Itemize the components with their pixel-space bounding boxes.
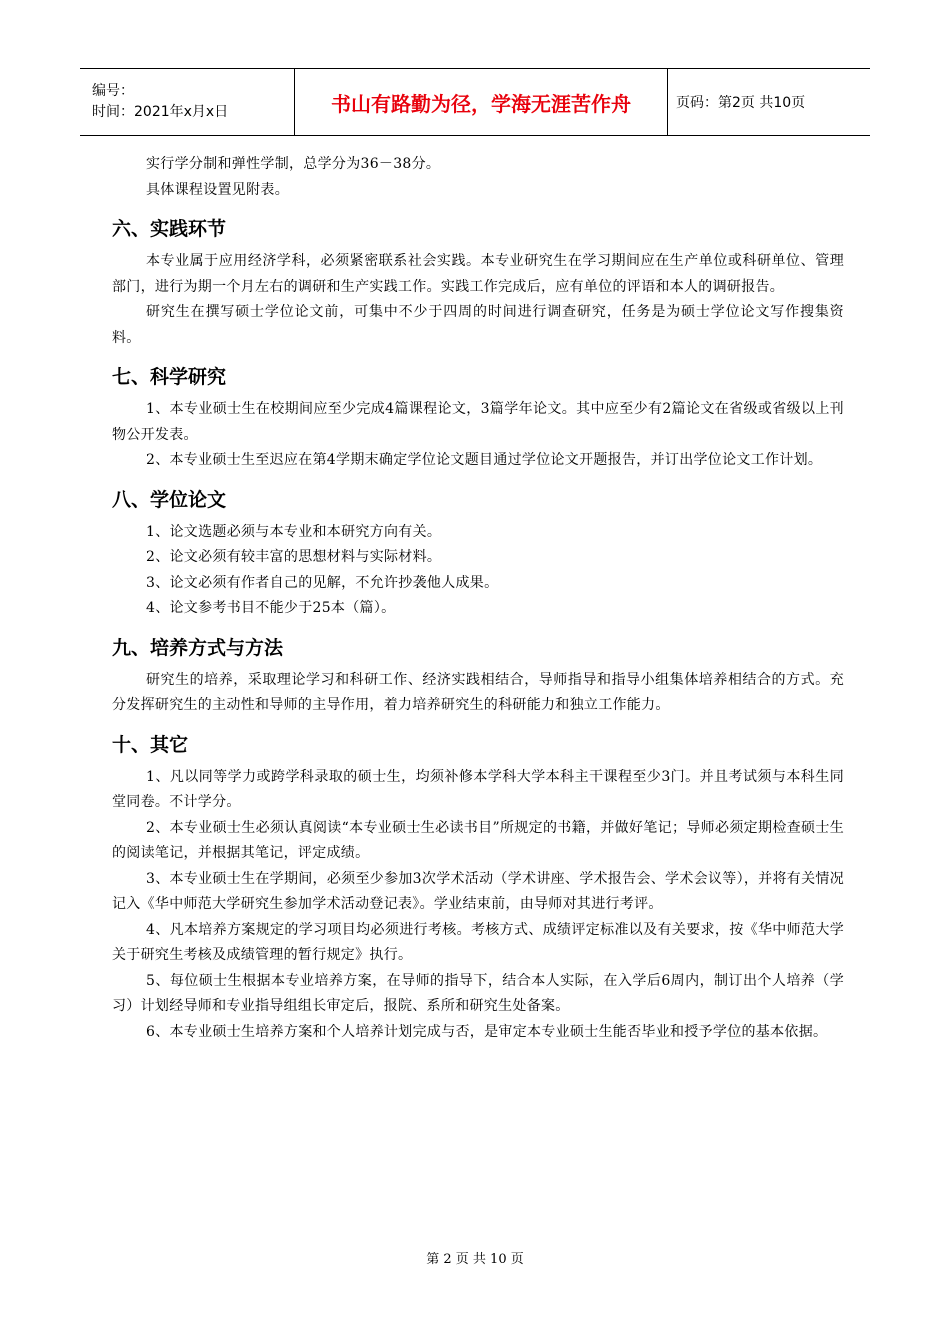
section-paragraph: 5、每位硕士生根据本专业培养方案，在导师的指导下，结合本人实际，在入学后6周内，制订出个人培养（学习）计划经导师和专业指导组组长审定后，报院、系所和研究生处备案。 [112,972,844,1014]
section-title: 七、科学研究 [112,366,227,388]
section-paragraph: 1、本专业硕士生在校期间应至少完成4篇课程论文，3篇学年论文。其中应至少有2篇论文在省级或省级以上刊物公开发表。 [112,401,844,443]
section-title: 九、培养方式与方法 [112,636,284,659]
section-paragraph: 3、论文必须有作者自己的见解，不允许抄袭他人成果。 [146,574,499,591]
section-paragraph: 研究生的培养，采取理论学习和科研工作、经济实践相结合，导师指导和指导小组集体培养相结合的方式。充分发挥研究生的主动性和导师的主导作用，着力培养研究生的科研能力和独立工作能力。 [112,671,844,713]
section-paragraph: 4、论文参考书目不能少于25本（篇）。 [146,600,396,616]
section-paragraph: 2、本专业硕士生至迟应在第4学期末确定学位论文题目通过学位论文开题报告，并订出学位论文工作计划。 [146,452,823,468]
section-paragraph: 2、论文必须有较丰富的思想材料与实际材料。 [146,549,442,565]
intro-paragraph: 具体课程设置见附表。 [146,181,289,198]
number-label: 编号： [92,83,134,99]
section-title: 十、其它 [112,733,189,756]
page-footer: 第 2 页 共 10 页 [426,1252,524,1267]
document-body [112,152,844,1045]
section-paragraph: 6、本专业硕士生培养方案和个人培养计划完成与否，是审定本专业硕士生能否毕业和授予学位的基本依据。 [146,1023,828,1040]
section-paragraph: 3、本专业硕士生在学期间，必须至少参加3次学术活动（学术讲座、学术报告会、学术会议等），并将有关情况记入《华中师范大学研究生参加学术活动登记表》。学业结束前，由导师对其进行考评。 [112,870,844,912]
section-paragraph: 研究生在撰写硕士学位论文前，可集中不少于四周的时间进行调查研究，任务是为硕士学位论文写作搜集资料。 [112,304,844,346]
intro-paragraph: 实行学分制和弹性学制，总学分为36－38分。 [146,156,441,172]
document-header [80,68,870,136]
section-paragraph: 本专业属于应用经济学科，必须紧密联系社会实践。本专业研究生在学习期间应在生产单位或科研单位、管理部门，进行为期一个月左右的调研和生产实践工作。实践工作完成后，应有单位的评语和本人的调研报告。 [112,253,844,295]
section-paragraph: 4、凡本培养方案规定的学习项目均必须进行考核。考核方式、成绩评定标准以及有关要求，按《华中师范大学关于研究生考核及成绩管理的暂行规定》执行。 [112,921,844,963]
time-label: 时间：2021年x月x日 [92,104,229,120]
section-paragraph: 2、本专业硕士生必须认真阅读“本专业硕士生必读书目”所规定的书籍，并做好笔记；导师必须定期检查硕士生的阅读笔记，并根据其笔记，评定成绩。 [112,819,844,861]
section-paragraph: 1、凡以同等学力或跨学科录取的硕士生，均须补修本学科大学本科主干课程至少3门。并且考试须与本科生同堂同卷。不计学分。 [112,768,844,810]
section-title: 六、实践环节 [112,218,227,240]
header-info-cell [80,69,295,136]
section-paragraph: 1、论文选题必须与本专业和本研究方向有关。 [146,523,442,540]
motto: 书山有路勤为径，学海无涯苦作舟 [295,69,668,136]
page-indicator: 页码：第2页 共10页 [668,69,871,136]
section-title: 八、学位论文 [112,488,227,511]
